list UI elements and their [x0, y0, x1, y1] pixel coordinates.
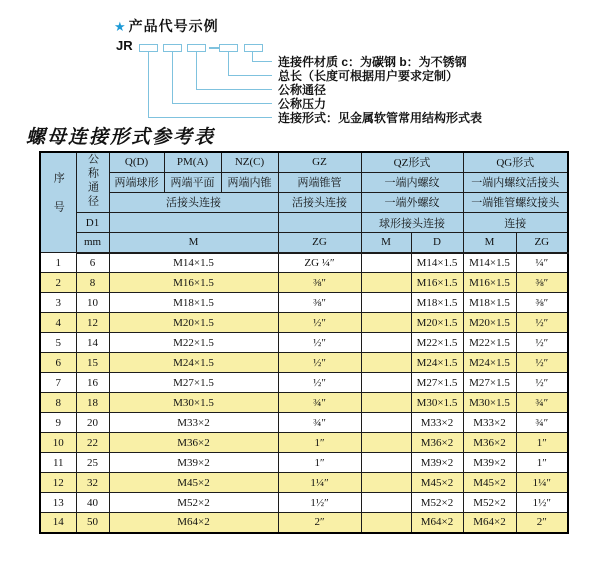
- cell-qg-zg: ½″: [516, 313, 568, 333]
- cell-seq: 6: [40, 353, 76, 373]
- header-group-nz: NZ(C): [221, 152, 278, 172]
- diagram-title: [114, 16, 219, 36]
- label-total-length: 总长（长度可根据用户要求定制）: [278, 69, 459, 83]
- cell-qz-m: [361, 293, 411, 313]
- cell-seq: 12: [40, 473, 76, 493]
- cell-qg-m: M16×1.5: [463, 273, 516, 293]
- cell-gz: 1″: [278, 453, 361, 473]
- code-dash: [209, 47, 219, 49]
- cell-gz: ½″: [278, 353, 361, 373]
- code-box-5: [244, 44, 263, 52]
- cell-qg-zg: 2″: [516, 513, 568, 533]
- cell-m: M16×1.5: [109, 273, 278, 293]
- cell-qz-m: [361, 513, 411, 533]
- cell-qz-d: M33×2: [411, 413, 463, 433]
- cell-qz-d: M22×1.5: [411, 333, 463, 353]
- cell-gz: 1½″: [278, 493, 361, 513]
- cell-gz: ½″: [278, 313, 361, 333]
- cell-qg-zg: 1¼″: [516, 473, 568, 493]
- cell-dn: 25: [76, 453, 109, 473]
- header-desc-q: 两端球形: [109, 172, 164, 192]
- cell-m: M39×2: [109, 453, 278, 473]
- table-row: [40, 413, 568, 433]
- cell-m: M36×2: [109, 433, 278, 453]
- cell-seq: 13: [40, 493, 76, 513]
- cell-dn: 15: [76, 353, 109, 373]
- code-box-3: [187, 44, 206, 52]
- cell-seq: 1: [40, 253, 76, 273]
- cell-qz-m: [361, 313, 411, 333]
- cell-gz: ⅜″: [278, 273, 361, 293]
- cell-dn: 40: [76, 493, 109, 513]
- cell-seq: 5: [40, 333, 76, 353]
- header-group-pm: PM(A): [164, 152, 221, 172]
- header-row-descs: [40, 172, 568, 192]
- cell-qz-d: M16×1.5: [411, 273, 463, 293]
- cell-qz-d: M39×2: [411, 453, 463, 473]
- cell-m: M64×2: [109, 513, 278, 533]
- cell-dn: 8: [76, 273, 109, 293]
- cell-m: M24×1.5: [109, 353, 278, 373]
- header-union: 活接头连接: [109, 192, 278, 212]
- cell-qg-m: M64×2: [463, 513, 516, 533]
- table-row: [40, 273, 568, 293]
- cell-qg-zg: ¾″: [516, 393, 568, 413]
- cell-gz: ½″: [278, 333, 361, 353]
- cell-qz-d: M45×2: [411, 473, 463, 493]
- cell-qz-d: M20×1.5: [411, 313, 463, 333]
- table-row: [40, 353, 568, 373]
- table-row: [40, 453, 568, 473]
- cell-qz-m: [361, 393, 411, 413]
- cell-dn: 16: [76, 373, 109, 393]
- cell-qz-m: [361, 373, 411, 393]
- header-group-gz: GZ: [278, 152, 361, 172]
- cell-seq: 4: [40, 313, 76, 333]
- cell-qz-d: M24×1.5: [411, 353, 463, 373]
- cell-qg-m: M45×2: [463, 473, 516, 493]
- label-material: 连接件材质 c：为碳钢 b：为不锈钢: [278, 55, 467, 69]
- header-unit-mm: mm: [76, 233, 109, 253]
- cell-m: M22×1.5: [109, 333, 278, 353]
- header-row-union: [40, 192, 568, 212]
- table-header: [40, 152, 568, 253]
- cell-dn: 32: [76, 473, 109, 493]
- table-row: [40, 493, 568, 513]
- cell-qg-zg: 1″: [516, 433, 568, 453]
- cell-seq: 10: [40, 433, 76, 453]
- cell-dn: 50: [76, 513, 109, 533]
- cell-gz: ⅜″: [278, 293, 361, 313]
- table-row: [40, 433, 568, 453]
- table-title: 螺母连接形式参考表: [26, 127, 216, 148]
- header-desc-qz: 一端内螺纹: [361, 172, 463, 192]
- cell-seq: 2: [40, 273, 76, 293]
- header-desc-qg: 一端内螺纹活接头: [463, 172, 568, 192]
- cell-gz: ½″: [278, 373, 361, 393]
- table-row: [40, 333, 568, 353]
- header-group-qg: QG形式: [463, 152, 568, 172]
- table-row: [40, 393, 568, 413]
- cell-qz-m: [361, 253, 411, 273]
- header-qg-taper: 一端锥管螺纹接头: [463, 192, 568, 212]
- cell-dn: 22: [76, 433, 109, 453]
- header-group-q: Q(D): [109, 152, 164, 172]
- cell-qg-zg: ⅜″: [516, 273, 568, 293]
- cell-qz-d: M36×2: [411, 433, 463, 453]
- cell-qz-m: [361, 493, 411, 513]
- cell-dn: 12: [76, 313, 109, 333]
- cell-m: M52×2: [109, 493, 278, 513]
- cell-dn: 20: [76, 413, 109, 433]
- star-icon: ★: [114, 19, 127, 34]
- cell-qg-zg: ½″: [516, 373, 568, 393]
- cell-dn: 6: [76, 253, 109, 273]
- cell-qg-m: M52×2: [463, 493, 516, 513]
- header-col-m: M: [109, 233, 278, 253]
- cell-dn: 14: [76, 333, 109, 353]
- header-col-qz-m: M: [361, 233, 411, 253]
- cell-qg-zg: ¼″: [516, 253, 568, 273]
- cell-qg-zg: ½″: [516, 333, 568, 353]
- header-union-gz: 活接头连接: [278, 192, 361, 212]
- code-box-1: [139, 44, 158, 52]
- cell-m: M20×1.5: [109, 313, 278, 333]
- header-col-zg: ZG: [278, 233, 361, 253]
- cell-gz: ¾″: [278, 413, 361, 433]
- cell-qg-zg: ½″: [516, 353, 568, 373]
- table-row: [40, 313, 568, 333]
- header-row-units: [40, 233, 568, 253]
- cell-dn: 18: [76, 393, 109, 413]
- header-d1: D1: [76, 213, 109, 233]
- cell-qg-m: M20×1.5: [463, 313, 516, 333]
- header-group-qz: QZ形式: [361, 152, 463, 172]
- header-desc-gz: 两端锥管: [278, 172, 361, 192]
- cell-qz-m: [361, 273, 411, 293]
- code-box-2: [163, 44, 182, 52]
- table-row: [40, 513, 568, 533]
- cell-qz-m: [361, 353, 411, 373]
- header-col-qg-zg: ZG: [516, 233, 568, 253]
- leader-line-material: [252, 52, 272, 62]
- header-qz-connection: 球形接头连接: [361, 213, 463, 233]
- header-d1-blank-m: [109, 213, 278, 233]
- header-d1-blank-gz: [278, 213, 361, 233]
- cell-qg-m: M39×2: [463, 453, 516, 473]
- code-box-4: [219, 44, 238, 52]
- cell-qz-m: [361, 473, 411, 493]
- label-connection-type: 连接形式：见金属软管常用结构形式表: [278, 111, 483, 125]
- diagram-title-text: 产品代号示例: [128, 18, 219, 34]
- cell-m: M27×1.5: [109, 373, 278, 393]
- header-dn: 公称通径: [76, 152, 109, 213]
- cell-seq: 8: [40, 393, 76, 413]
- cell-qg-m: M33×2: [463, 413, 516, 433]
- header-seq: 序号: [40, 152, 76, 253]
- cell-seq: 11: [40, 453, 76, 473]
- table-row: [40, 293, 568, 313]
- table-body: [40, 253, 568, 533]
- header-row-d1: [40, 213, 568, 233]
- cell-gz: 2″: [278, 513, 361, 533]
- cell-seq: 14: [40, 513, 76, 533]
- table-row: [40, 253, 568, 273]
- header-col-qg-m: M: [463, 233, 516, 253]
- cell-gz: ZG ¼″: [278, 253, 361, 273]
- cell-m: M45×2: [109, 473, 278, 493]
- table-row: [40, 373, 568, 393]
- header-desc-pm: 两端平面: [164, 172, 221, 192]
- cell-qz-m: [361, 333, 411, 353]
- cell-qg-m: M14×1.5: [463, 253, 516, 273]
- cell-qz-m: [361, 413, 411, 433]
- cell-qg-zg: 1½″: [516, 493, 568, 513]
- cell-qg-zg: ⅜″: [516, 293, 568, 313]
- cell-qz-d: M14×1.5: [411, 253, 463, 273]
- cell-m: M14×1.5: [109, 253, 278, 273]
- cell-qz-d: M52×2: [411, 493, 463, 513]
- header-desc-nz: 两端内锥: [221, 172, 278, 192]
- nut-connection-table: [39, 151, 569, 534]
- label-nominal-pressure: 公称压力: [278, 97, 327, 111]
- cell-qg-m: M30×1.5: [463, 393, 516, 413]
- cell-gz: 1¼″: [278, 473, 361, 493]
- cell-dn: 10: [76, 293, 109, 313]
- cell-qg-zg: 1″: [516, 453, 568, 473]
- cell-qg-m: M27×1.5: [463, 373, 516, 393]
- cell-qz-d: M30×1.5: [411, 393, 463, 413]
- cell-m: M18×1.5: [109, 293, 278, 313]
- cell-gz: 1″: [278, 433, 361, 453]
- cell-qz-m: [361, 433, 411, 453]
- table-row: [40, 473, 568, 493]
- cell-qz-d: M27×1.5: [411, 373, 463, 393]
- cell-m: M33×2: [109, 413, 278, 433]
- cell-qz-d: M18×1.5: [411, 293, 463, 313]
- header-qg-connection: 连接: [463, 213, 568, 233]
- cell-qg-zg: ¾″: [516, 413, 568, 433]
- cell-seq: 9: [40, 413, 76, 433]
- header-col-qz-d: D: [411, 233, 463, 253]
- code-prefix: JR: [116, 38, 133, 53]
- cell-qg-m: M18×1.5: [463, 293, 516, 313]
- cell-qg-m: M24×1.5: [463, 353, 516, 373]
- cell-seq: 3: [40, 293, 76, 313]
- cell-qg-m: M36×2: [463, 433, 516, 453]
- cell-gz: ¾″: [278, 393, 361, 413]
- cell-qz-d: M64×2: [411, 513, 463, 533]
- header-row-groups: [40, 152, 568, 172]
- cell-qg-m: M22×1.5: [463, 333, 516, 353]
- label-nominal-diameter: 公称通径: [278, 83, 327, 97]
- cell-m: M30×1.5: [109, 393, 278, 413]
- cell-seq: 7: [40, 373, 76, 393]
- cell-qz-m: [361, 453, 411, 473]
- header-qz-external: 一端外螺纹: [361, 192, 463, 212]
